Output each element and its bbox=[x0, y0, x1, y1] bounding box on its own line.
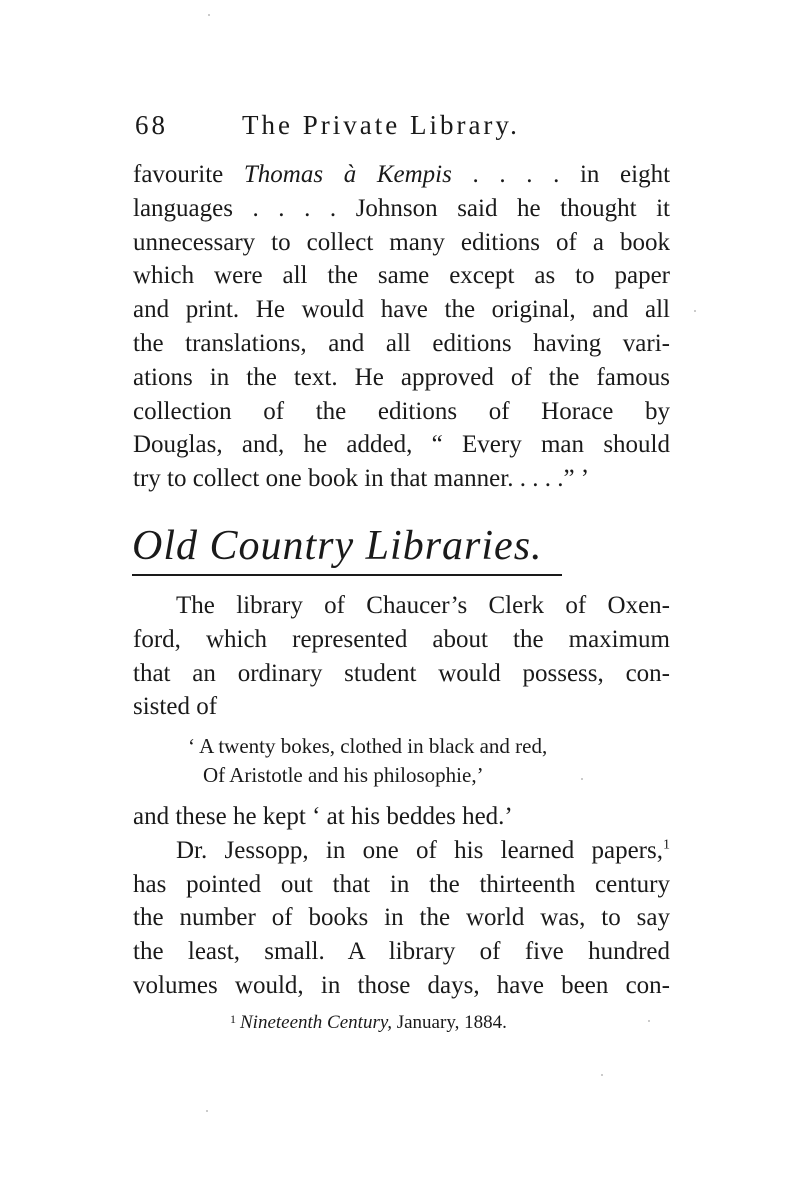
footnote bbox=[230, 1012, 507, 1034]
text-line: languages . . . . Johnson said he thought it bbox=[133, 194, 670, 222]
text-line: which were all the same except as to paper bbox=[133, 262, 670, 290]
italic-title: Thomas à Kempis bbox=[243, 161, 452, 188]
footnote-title: Nineteenth Century, bbox=[240, 1012, 392, 1033]
page-header bbox=[135, 110, 675, 150]
text-line: volumes would, in those days, have been con- bbox=[133, 971, 670, 999]
paper-speck bbox=[648, 1020, 650, 1022]
paper-speck bbox=[206, 1110, 208, 1112]
text-line: unnecessary to collect many editions of a book bbox=[133, 228, 670, 256]
text-fragment: favourite bbox=[133, 161, 244, 188]
page-number: 68 bbox=[135, 110, 168, 140]
paragraph-johnson bbox=[133, 158, 670, 496]
section-heading: Old Country Libraries. bbox=[132, 523, 543, 569]
text-line: try to collect one book in that manner. . . . .” ’ bbox=[133, 465, 590, 493]
text-line: ations in the text. He approved of the famous bbox=[133, 363, 670, 391]
text-line: The library of Chaucer’s Clerk of Oxen- bbox=[176, 592, 670, 619]
paper-speck bbox=[601, 1074, 603, 1076]
text-line bbox=[133, 834, 670, 868]
paragraph-chaucer bbox=[133, 589, 670, 724]
text-line: and print. He would have the original, and all bbox=[133, 296, 670, 324]
text-line: ford, which represented about the maximum bbox=[133, 625, 670, 653]
text-line: has pointed out that in the thirteenth century bbox=[133, 870, 670, 898]
paper-speck bbox=[581, 778, 583, 780]
text-line: the translations, and all editions having vari- bbox=[133, 329, 670, 357]
footnote-marker: 1 bbox=[230, 1012, 236, 1026]
text-line bbox=[133, 158, 670, 192]
text-line: the number of books in the world was, to say bbox=[133, 904, 670, 932]
text-fragment: . . . . in eight bbox=[451, 161, 670, 188]
text-fragment: Dr. Jessopp, in one of his learned papers, bbox=[176, 836, 663, 864]
heading-underline bbox=[132, 574, 562, 576]
paragraph-jessopp bbox=[133, 800, 670, 1003]
running-title: The Private Library. bbox=[242, 110, 520, 140]
text-line: collection of the editions of Horace by bbox=[133, 397, 670, 425]
footnote-date: January, 1884. bbox=[391, 1012, 507, 1033]
text-line: Douglas, and, he added, “ Every man should bbox=[133, 431, 670, 459]
quote-line: ‘ A twenty bokes, clothed in black and red, bbox=[188, 734, 548, 758]
text-line: sisted of bbox=[133, 693, 218, 721]
text-line: the least, small. A library of five hundred bbox=[133, 938, 670, 966]
footnote-reference: 1 bbox=[663, 837, 670, 853]
text-line: and these he kept ‘ at his beddes hed.’ bbox=[133, 803, 513, 830]
verse-quote bbox=[188, 732, 547, 790]
text-line: that an ordinary student would possess, con- bbox=[133, 659, 670, 687]
quote-line: Of Aristotle and his philosophie,’ bbox=[203, 763, 484, 787]
paper-speck bbox=[208, 14, 210, 16]
paper-speck bbox=[694, 310, 696, 312]
